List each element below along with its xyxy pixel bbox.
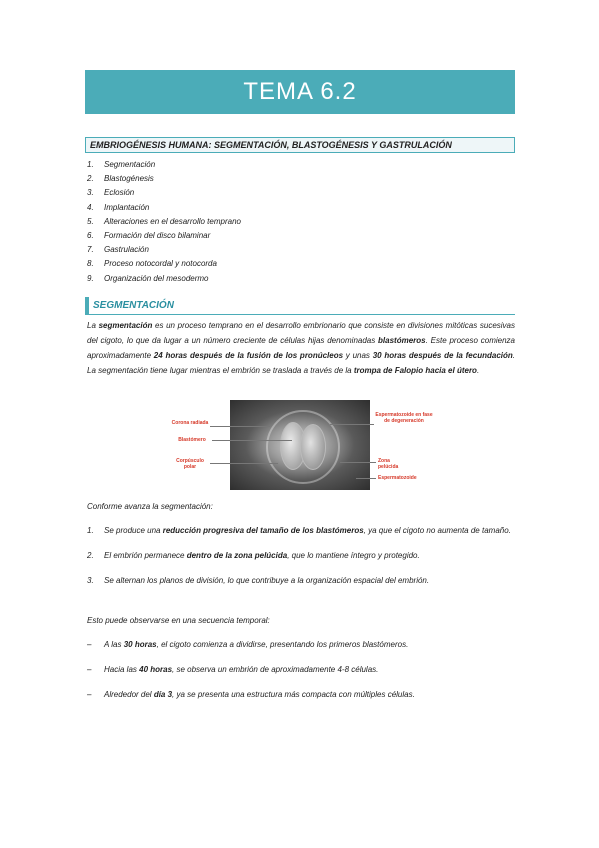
label-zona-pelucida: Zona pelúcida <box>378 458 399 470</box>
toc-item <box>87 272 241 286</box>
numbered-list <box>87 523 515 588</box>
list-item <box>87 548 515 563</box>
toc-num: 1. <box>87 160 94 169</box>
intro-bold: blastómeros <box>378 336 426 345</box>
intro-text: La <box>87 321 99 330</box>
pointer-line <box>210 426 270 427</box>
timeline-bold: día 3 <box>153 690 173 699</box>
toc-num: 2. <box>87 174 94 184</box>
toc-num: 8. <box>87 259 94 269</box>
timeline-text-part: Alrededor del <box>104 690 154 699</box>
timeline-item <box>87 687 515 702</box>
timeline-text <box>104 662 515 677</box>
dash-marker: – <box>87 640 92 649</box>
list-marker: 1. <box>87 526 94 535</box>
timeline-text <box>104 637 515 652</box>
pointer-line <box>212 440 292 441</box>
toc-num: 3. <box>87 188 94 198</box>
pointer-line <box>210 463 278 464</box>
label-corona-radiada: Corona radiada <box>171 420 209 426</box>
intro-bold: segmentación <box>98 321 153 330</box>
timeline-text <box>104 687 515 702</box>
list-bold: reducción progresiva del tamaño de los blastómeros <box>162 526 364 535</box>
toc-label: Alteraciones en el desarrollo temprano <box>104 216 241 226</box>
blastomere-right <box>300 424 326 470</box>
toc-label: Formación del disco bilaminar <box>104 230 211 240</box>
timeline-text-part: , el cigoto comienza a dividirse, presentando los primeros blastómeros. <box>156 640 409 649</box>
toc-item <box>87 186 241 200</box>
toc-item <box>87 257 241 271</box>
list-marker: 3. <box>87 576 94 585</box>
toc-item <box>87 172 241 186</box>
toc-label: Organización del mesodermo <box>104 273 209 283</box>
toc-item <box>87 201 241 215</box>
pointer-line <box>356 478 376 479</box>
segmentation-heading-box <box>85 297 515 315</box>
label-espermatozoide: Espermatozoide <box>378 475 417 481</box>
label-blastomero: Blastómero <box>178 437 206 443</box>
intro-text: . La segmentación tiene lugar mientras el embrión se traslada a través de la <box>87 351 515 375</box>
topic-banner <box>85 70 515 114</box>
toc-item <box>87 158 241 172</box>
toc-num: 5. <box>87 216 94 226</box>
list-text <box>104 548 515 563</box>
list-text-part: , que lo mantiene íntegro y protegido. <box>287 551 420 560</box>
toc-item <box>87 243 241 257</box>
intro-text: es un proceso temprano en el desarrollo embrionario que consiste en divisiones mitóticas sucesivas del cigoto, lo que da lugar a un número creciente de células hijas denominadas <box>87 321 515 345</box>
timeline-text-part: , se observa un embrión de aproximadamente 4-8 células. <box>172 665 379 674</box>
timeline-text-part: A las <box>104 640 124 649</box>
intro-bold: 30 horas después de la fecundación <box>372 351 513 360</box>
list-text-part: , ya que el cigoto no aumenta de tamaño. <box>363 526 511 535</box>
intro-text: . Este proceso comienza aproximadamente <box>87 336 515 360</box>
toc-label: Blastogénesis <box>104 174 154 184</box>
intro-paragraph <box>87 318 515 378</box>
main-heading-box <box>85 137 515 153</box>
pointer-line <box>330 424 374 425</box>
conforme-text: Conforme avanza la segmentación: <box>87 502 213 511</box>
pointer-line <box>340 462 376 463</box>
list-item <box>87 573 515 588</box>
intro-bold: trompa de Falopio hacia el útero <box>353 366 477 375</box>
list-marker: 2. <box>87 551 94 560</box>
table-of-contents <box>87 158 241 286</box>
timeline-bold: 40 horas <box>139 665 173 674</box>
timeline-text-part: Hacia las <box>104 665 140 674</box>
intro-text: . <box>476 366 480 375</box>
timeline-text-part: , ya se presenta una estructura más compacta con múltiples células. <box>172 690 415 699</box>
dash-marker: – <box>87 690 92 699</box>
toc-label: Implantación <box>104 202 150 212</box>
timeline-bold: 30 horas <box>123 640 157 649</box>
list-text <box>104 573 515 588</box>
toc-label: Eclosión <box>104 188 135 198</box>
main-heading: EMBRIOGÉNESIS HUMANA: SEGMENTACIÓN, BLASTOGÉNESIS Y GASTRULACIÓN <box>90 140 452 150</box>
label-corpusculo-polar: Corpúsculo polar <box>176 458 204 470</box>
list-item <box>87 523 515 538</box>
embryo-figure <box>160 400 450 490</box>
list-text-part: Se produce una <box>104 526 163 535</box>
intro-text: y unas <box>343 351 373 360</box>
intro-bold: 24 horas después de la fusión de los pronúcleos <box>153 351 344 360</box>
toc-num: 6. <box>87 230 94 240</box>
toc-num: 9. <box>87 273 94 283</box>
toc-num: 4. <box>87 202 94 212</box>
timeline-item <box>87 662 515 677</box>
toc-label: Segmentación <box>104 160 156 169</box>
list-bold: dentro de la zona pelúcida <box>186 551 288 560</box>
toc-label: Gastrulación <box>104 245 149 255</box>
toc-label: Proceso notocordal y notocorda <box>104 259 217 269</box>
list-text-part: El embrión permanece <box>104 551 187 560</box>
toc-num: 7. <box>87 245 94 255</box>
secuencia-text: Esto puede observarse en una secuencia temporal: <box>87 616 270 625</box>
segmentation-heading: SEGMENTACIÓN <box>93 300 174 311</box>
list-text-part: Se alternan los planos de división, lo que contribuye a la organización espacial del embrión. <box>104 576 430 585</box>
embryo-micrograph <box>230 400 370 490</box>
dash-marker: – <box>87 665 92 674</box>
topic-title: TEMA 6.2 <box>243 78 357 105</box>
toc-item <box>87 215 241 229</box>
label-espermatozoide-degeneracion: Espermatozoide en fase de degeneración <box>375 412 433 424</box>
toc-item <box>87 229 241 243</box>
list-text <box>104 523 515 538</box>
timeline-list <box>87 637 515 702</box>
timeline-item <box>87 637 515 652</box>
